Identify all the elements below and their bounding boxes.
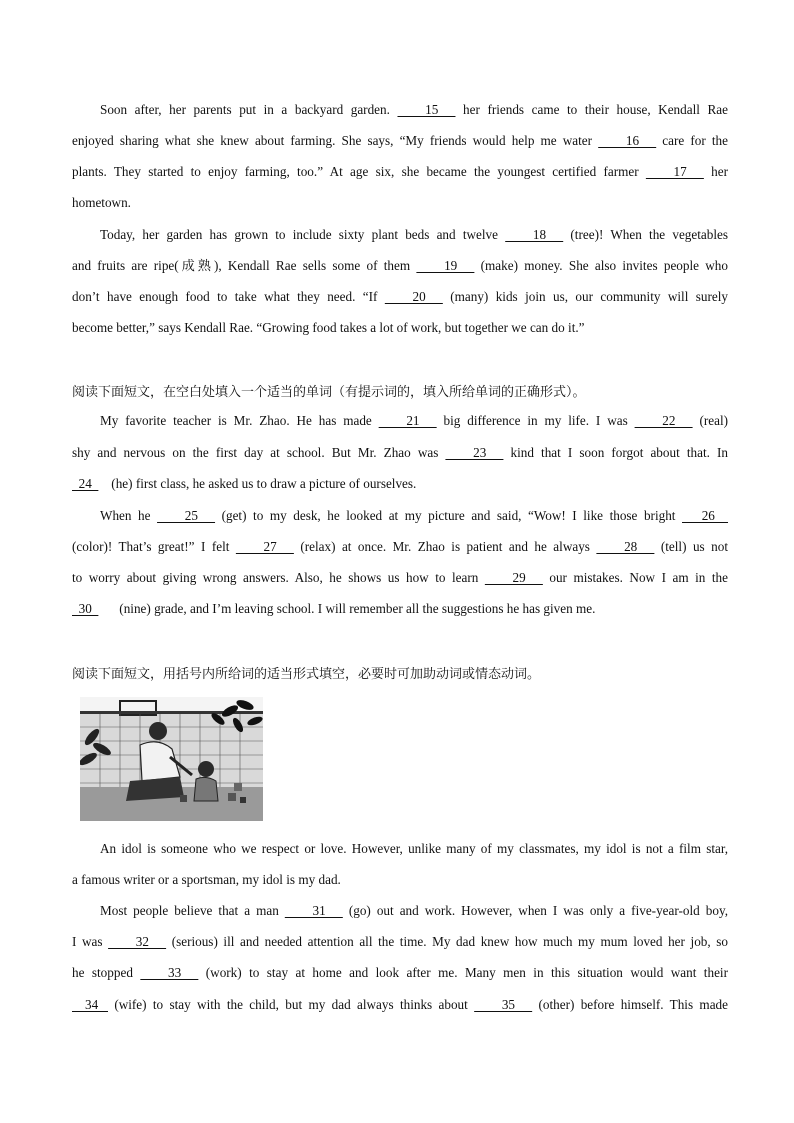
blank-31[interactable]: 31 [284, 903, 343, 918]
text: When he [100, 508, 158, 523]
text: her friends came to their house, Kendall Rae [455, 102, 728, 117]
section-b-line [72, 600, 728, 618]
blank-16[interactable]: 16 [598, 133, 657, 148]
blank-15[interactable]: 15 [397, 102, 456, 117]
text: our mistakes. Now I am in the [542, 570, 728, 585]
text: (tree)! When the vegetables [563, 227, 729, 242]
text: enjoyed sharing what she knew about farming. She says, “My friends would help me water [72, 133, 599, 148]
passage-a-line [72, 288, 728, 306]
section-b-line [72, 569, 728, 587]
passage-a-line [72, 132, 728, 150]
section-b-line [72, 538, 728, 556]
text: Most people believe that a man [100, 903, 285, 918]
text: her [703, 164, 728, 179]
blank-22[interactable]: 22 [634, 413, 693, 428]
blank-28[interactable]: 28 [596, 539, 655, 554]
text: (he) first class, he asked us to draw a picture of ourselves. [108, 476, 417, 491]
illustration-svg [80, 697, 263, 821]
blank-33[interactable]: 33 [140, 965, 199, 980]
blank-19[interactable]: 19 [416, 258, 475, 273]
text: to worry about giving wrong answers. Also, he shows us how to learn [72, 570, 485, 585]
passage-a-line [72, 163, 728, 181]
blank-26[interactable]: 26 [682, 508, 729, 523]
section-b-line [100, 507, 728, 525]
text: (relax) at once. Mr. Zhao is patient and he always [293, 539, 597, 554]
text: (color)! That’s great!” I felt [72, 539, 236, 554]
blank-24[interactable]: 24 [72, 476, 99, 491]
blank-29[interactable]: 29 [484, 570, 543, 585]
blank-18[interactable]: 18 [505, 227, 564, 242]
text: big difference in my life. I was [436, 413, 635, 428]
section-b-instruction: 阅读下面短文，在空白处填入一个适当的单词（有提示词的，填入所给单词的正确形式）。 [72, 385, 586, 400]
passage-a-line [72, 257, 728, 275]
blank-21[interactable]: 21 [378, 413, 437, 428]
blank-25[interactable]: 25 [157, 508, 216, 523]
passage-a-line [100, 101, 728, 119]
text: (go) out and work. However, when I was only a five-year-old boy, [342, 903, 728, 918]
text: shy and nervous on the first day at school. But Mr. Zhao was [72, 445, 446, 460]
blank-34[interactable]: 34 [72, 997, 108, 1012]
text: I was [72, 934, 109, 949]
blank-27[interactable]: 27 [235, 539, 294, 554]
text: (tell) us not [654, 539, 728, 554]
section-c-line [72, 933, 728, 951]
blank-32[interactable]: 32 [108, 934, 167, 949]
text: plants. They started to enjoy farming, too.” At age six, she became the youngest certified farmer [72, 164, 646, 179]
section-c-line [100, 902, 728, 920]
blank-30[interactable]: 30 [72, 601, 99, 616]
section-c-line: a famous writer or a sportsman, my idol is my dad. [72, 872, 341, 887]
text: and fruits are ripe(成熟), Kendall Rae sells some of them [72, 258, 417, 273]
text: (other) before himself. This made [532, 997, 728, 1012]
text: care for the [656, 133, 728, 148]
passage-a-line [100, 226, 728, 244]
text: (serious) ill and needed attention all the time. My dad knew how much my mum loved her job, so [166, 934, 728, 949]
text: My favorite teacher is Mr. Zhao. He has made [100, 413, 379, 428]
text: (many) kids join us, our community will surely [442, 289, 728, 304]
father-child-illustration [80, 697, 263, 821]
text: (get) to my desk, he looked at my picture and said, “Wow! I like those bright [215, 508, 683, 523]
text: (real) [692, 413, 729, 428]
blank-23[interactable]: 23 [445, 445, 504, 460]
passage-a-line: hometown. [72, 195, 131, 210]
section-c-line [72, 996, 728, 1014]
blank-35[interactable]: 35 [474, 997, 533, 1012]
blank-20[interactable]: 20 [384, 289, 443, 304]
text: (make) money. She also invites people who [474, 258, 728, 273]
section-b-line [72, 475, 728, 493]
section-c-line: An idol is someone who we respect or love. However, unlike many of my classmates, my idol is not a film star, [100, 841, 728, 856]
section-b-line [72, 444, 728, 462]
text: don’t have enough food to take what they need. “If [72, 289, 385, 304]
section-c-instruction: 阅读下面短文，用括号内所给词的适当形式填空，必要时可加助动词或情态动词。 [72, 667, 541, 682]
passage-a-line: become better,” says Kendall Rae. “Growing food takes a lot of work, but together we can do it.” [72, 320, 585, 335]
text: (work) to stay at home and look after me. Many men in this situation would want their [198, 965, 728, 980]
text: Soon after, her parents put in a backyard garden. [100, 102, 398, 117]
section-b-line [100, 412, 728, 430]
text: he stopped [72, 965, 141, 980]
section-c-line [72, 964, 728, 982]
blank-17[interactable]: 17 [645, 164, 704, 179]
text: kind that I soon forgot about that. In [503, 445, 728, 460]
text: (wife) to stay with the child, but my dad always thinks about [108, 997, 475, 1012]
text: Today, her garden has grown to include sixty plant beds and twelve [100, 227, 506, 242]
text: (nine) grade, and I’m leaving school. I will remember all the suggestions he has given me. [116, 601, 596, 616]
